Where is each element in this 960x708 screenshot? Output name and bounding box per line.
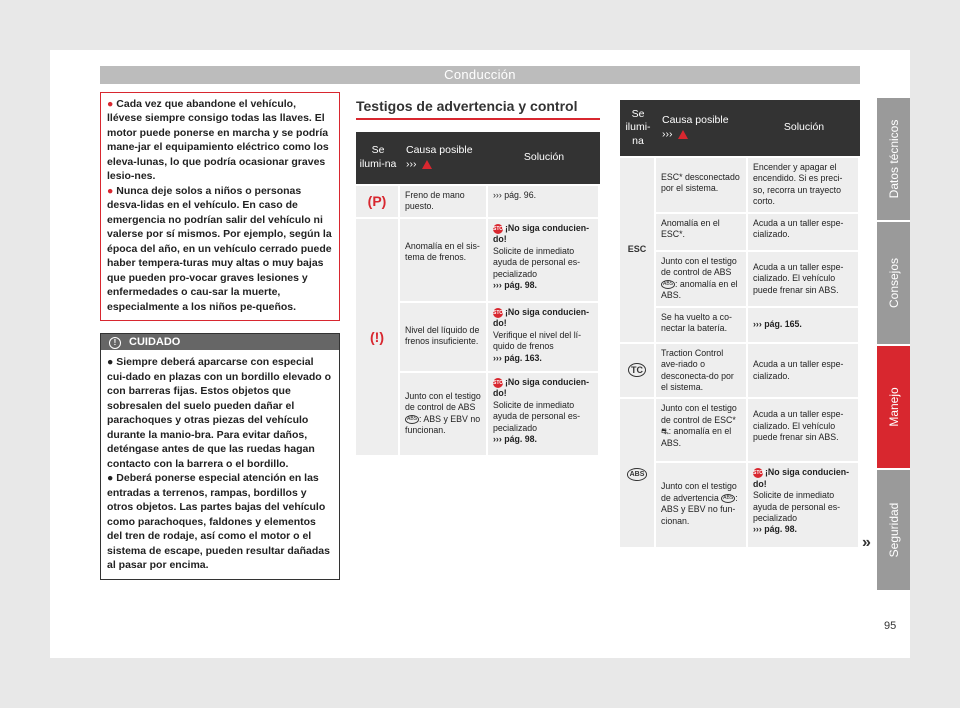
warning-triangle-icon	[422, 160, 432, 169]
warning-triangle-icon	[678, 130, 688, 139]
solution-cell: STOP¡No siga conducien-do! Solicite de inmediato ayuda de personal es-pecializado ››› pág. 98.	[488, 373, 600, 455]
abs-icon: ABS	[663, 281, 674, 288]
page-header: Conducción	[100, 66, 860, 84]
cause-cell: Traction Control ave-riado o desconecta-do por el sistema.	[656, 344, 748, 398]
solution-cell: ››› pág. 165.	[748, 308, 860, 342]
info-icon: !	[109, 337, 121, 349]
stop-icon: STOP	[753, 470, 767, 477]
stop-icon: STOP	[493, 379, 507, 386]
caution-box	[100, 333, 340, 579]
table-row	[356, 219, 600, 301]
col-header-lit: Se ilumi-na	[356, 132, 400, 184]
tab-consejos[interactable]: Consejos	[877, 222, 910, 344]
bullet-icon: ●	[107, 356, 114, 369]
tab-datos-tecnicos[interactable]: Datos técnicos	[877, 98, 910, 220]
col-header-lit: Se ilumi-na	[620, 100, 656, 156]
cause-cell: Junto con el testigo de control de ABS ABS : anomalía en el ABS.	[656, 252, 748, 306]
cause-cell: Junto con el testigo de advertencia ABS : ABS y EBV no fun-cionan.	[656, 463, 748, 547]
caution-header: ! CUIDADO	[101, 334, 339, 350]
warning-box	[100, 92, 340, 321]
solution-cell: Acuda a un taller espe-cializado. El vehículo puede frenar sin ABS.	[748, 252, 860, 306]
warning-lights-table-2	[620, 98, 860, 549]
solution-cell: Acuda a un taller espe-cializado.	[748, 344, 860, 398]
cause-cell: ESC* desconectado por el sistema.	[656, 158, 748, 212]
col-header-cause: Causa posible ›››	[656, 100, 748, 156]
cause-cell: Junto con el testigo de control de ABS ABS : ABS y EBV no funcionan.	[400, 373, 488, 455]
bullet-icon: ●	[107, 184, 114, 197]
tab-manejo[interactable]: Manejo	[877, 346, 910, 468]
continue-arrow-icon: »	[862, 534, 871, 551]
solution-cell: STOP¡No siga conducien-do! Solicite de inmediato ayuda de personal es-pecializado ››› pág. 98.	[748, 463, 860, 547]
warning-item: ● Cada vez que abandone el vehículo, llévese siempre consigo todas las llaves. El motor puede ponerse en marcha y se podría mane-jar el equipamiento eléctrico como los eleva-lunas, lo que podría ocasionar graves lesio-nes.	[107, 98, 329, 183]
bullet-icon: ●	[107, 472, 114, 485]
brake-system-icon: (!)	[356, 219, 400, 455]
bullet-icon: ●	[107, 98, 114, 110]
traction-control-icon: TC	[620, 344, 656, 398]
table-row	[620, 252, 860, 306]
caution-item: ● Deberá ponerse especial atención en las entradas a terrenos, rampas, bordillos y otros objetos. Las partes bajas del vehículo como parachoques, faldones y elementos del tren de rodaje, así como el motor o el sistema de escape, pueden resultar dañadas al pasar por encima.	[107, 472, 330, 572]
left-column	[100, 92, 340, 580]
parking-brake-icon: (P)	[356, 186, 400, 217]
tab-seguridad[interactable]: Seguridad	[877, 470, 910, 590]
col-header-solution: Solución	[488, 132, 600, 184]
solution-cell: STOP¡No siga conducien-do! Solicite de inmediato ayuda de personal es-pecializado ››› pág. 98.	[488, 219, 600, 301]
esc-icon: ESC	[620, 158, 656, 342]
caution-body	[101, 350, 339, 578]
table-row	[356, 186, 600, 217]
stop-icon: STOP	[493, 225, 507, 232]
table-row	[620, 344, 860, 398]
solution-cell: STOP¡No siga conducien-do! Verifique el nivel del lí-quido de frenos ››› pág. 163.	[488, 303, 600, 371]
page-number: 95	[884, 620, 897, 632]
abs-icon: ABS	[723, 494, 734, 501]
col-header-solution: Solución	[748, 100, 860, 156]
right-column	[620, 98, 860, 549]
cause-cell: Anomalía en el sis-tema de frenos.	[400, 219, 488, 301]
solution-cell: ››› pág. 96.	[488, 186, 600, 217]
table-row	[620, 214, 860, 250]
middle-column	[356, 98, 600, 457]
esc-mini-icon: ⛐	[661, 426, 669, 437]
solution-cell: Encender y apagar el encendido. Si es preci-so, recorra un trayecto corto.	[748, 158, 860, 212]
cause-cell: Freno de mano puesto.	[400, 186, 488, 217]
caution-item: ● Siempre deberá aparcarse con especial cui-dado en plazas con un bordillo elevado o con barreras fijas. Estos objetos que sobresalen del suelo pueden dañar el parachoques y otras piezas del vehículo durante la manio-bra. Para evitar daños, deténgase antes de que las ruedas hagan contacto con la barrera o el bordillo.	[107, 356, 332, 470]
abs-warning-icon: ABS	[620, 399, 656, 547]
col-header-cause: Causa posible ›››	[400, 132, 488, 184]
warning-lights-table	[356, 130, 600, 457]
table-row	[620, 463, 860, 547]
table-row	[620, 308, 860, 342]
table-row	[620, 399, 860, 461]
cause-cell: Se ha vuelto a co-nectar la batería.	[656, 308, 748, 342]
solution-cell: Acuda a un taller espe-cializado. El vehículo puede frenar sin ABS.	[748, 399, 860, 461]
table-row	[620, 158, 860, 212]
solution-cell: Acuda a un taller espe-cializado.	[748, 214, 860, 250]
side-tabs	[877, 98, 910, 592]
cause-cell: Anomalía en el ESC*.	[656, 214, 748, 250]
stop-icon: STOP	[493, 309, 507, 316]
cause-cell: Junto con el testigo de control de ESC* ⛐: anomalía en el ABS.	[656, 399, 748, 461]
abs-icon: ABS	[407, 415, 418, 422]
section-title: Testigos de advertencia y control	[356, 98, 600, 120]
warning-item: ● Nunca deje solos a niños o personas desva-lidas en el vehículo. En caso de emergencia no podrían salir del vehículo ni valerse por sí mismos. Por ejemplo, según la época del año, en un vehículo cerrado puede haber tempera-turas muy altas o muy bajas que pueden pro-vocar graves lesiones y enfermedades o cau-sar la muerte, especialmente a los niños pe-queños.	[107, 184, 332, 313]
cause-cell: Nivel del líquido de frenos insuficiente.	[400, 303, 488, 371]
